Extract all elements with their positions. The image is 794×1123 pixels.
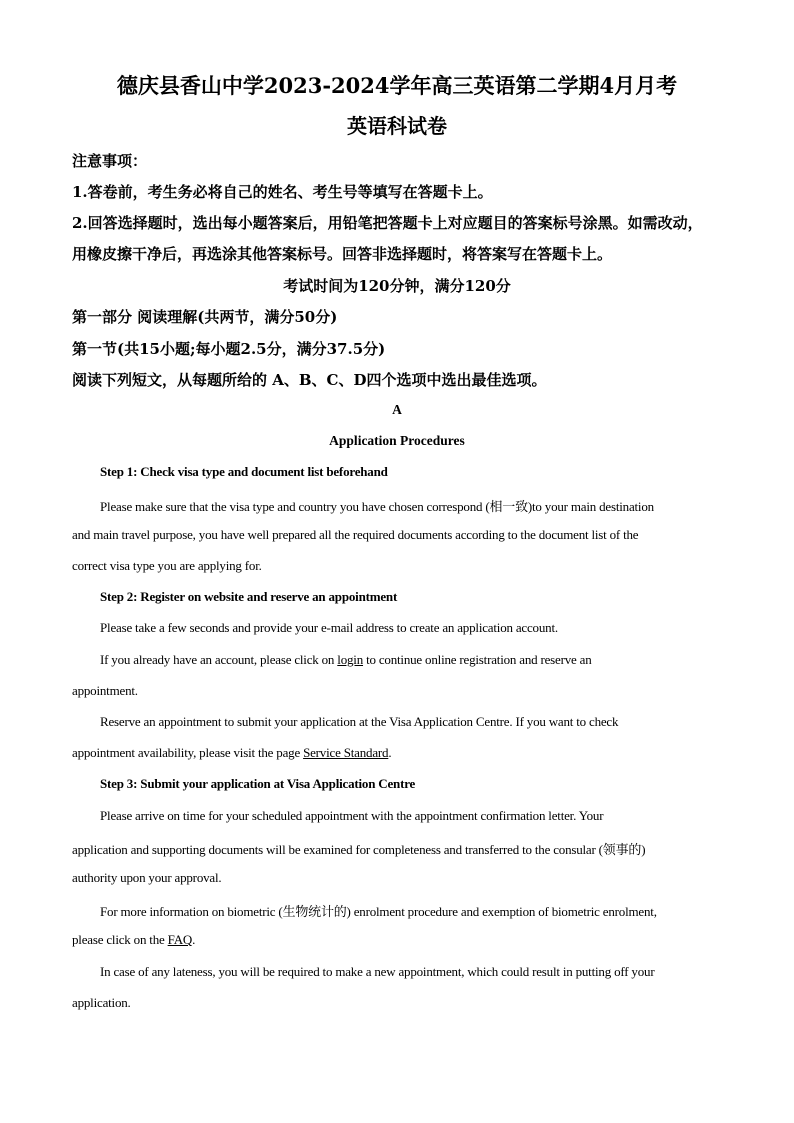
step-3-para-3-line-2: application. — [72, 995, 131, 1010]
step-1-line-2: and main travel purpose, you have well prepared all the required documents according to the document list of the — [72, 527, 639, 542]
reading-instruction: 阅读下列短文，从每题所给的 A、B、C、D四个选项中选出最佳选项。 — [72, 371, 547, 389]
service-standard-link[interactable]: Service Standard — [303, 745, 389, 760]
step-2-para-3-period: . — [388, 745, 392, 760]
step-1-line-3: correct visa type you are applying for. — [72, 558, 262, 573]
step-2-heading: Step 2: Register on website and reserve an appointment — [100, 589, 398, 604]
step-1-line-1: Please make sure that the visa type and country you have chosen correspond (相一致)to your main destination — [100, 499, 654, 514]
step-3-para-2-line-2 — [72, 932, 722, 948]
part-1-heading: 第一部分 阅读理解(共两节，满分50分) — [72, 308, 338, 326]
step-3-para-2-line-1: For more information on biometric (生物统计的) enrolment procedure and exemption of biometric enrolment, — [100, 904, 657, 919]
faq-link[interactable]: FAQ — [167, 932, 193, 947]
step-2-para-2-text-end: to continue online registration and reserve an — [363, 652, 592, 667]
login-link[interactable]: login — [337, 652, 364, 667]
step-2-para-1: Please take a few seconds and provide your e-mail address to create an application account. — [100, 620, 558, 635]
document-subtitle: 英语科试卷 — [347, 114, 447, 138]
step-3-para-1-line-3: authority upon your approval. — [72, 870, 222, 885]
section-1-heading: 第一节(共15小题;每小题2.5分，满分37.5分) — [72, 340, 386, 358]
step-3-para-3-line-1: In case of any lateness, you will be required to make a new appointment, which could result in putting off your — [100, 964, 655, 979]
passage-label: A — [392, 402, 402, 417]
step-2-para-2-line-1 — [100, 652, 750, 668]
step-2-para-3-text: appointment availability, please visit the page — [72, 745, 304, 760]
step-1-heading: Step 1: Check visa type and document list beforehand — [100, 464, 388, 479]
exam-time: 考试时间为120分钟，满分120分 — [283, 277, 511, 295]
step-3-para-2-period: . — [192, 932, 196, 947]
step-2-para-3-line-1: Reserve an appointment to submit your application at the Visa Application Centre. If you want to check — [100, 714, 619, 729]
notice-heading: 注意事项： — [72, 152, 148, 170]
passage-title: Application Procedures — [329, 433, 465, 448]
notice-item-2-line-2: 用橡皮擦干净后，再选涂其他答案标号。回答非选择题时，将答案写在答题卡上。 — [72, 245, 613, 263]
step-3-para-1-line-2: application and supporting documents will be examined for completeness and transferred to the consular (领事的) — [72, 842, 646, 857]
step-2-para-2-line-2: appointment. — [72, 683, 138, 698]
step-3-para-1-line-1: Please arrive on time for your scheduled appointment with the appointment confirmation letter. Your — [100, 808, 604, 823]
notice-item-2-line-1: 2.回答选择题时，选出每小题答案后，用铅笔把答题卡上对应题目的答案标号涂黑。如需改动， — [72, 214, 703, 232]
notice-item-1: 1.答卷前，考生务必将自己的姓名、考生号等填写在答题卡上。 — [72, 183, 493, 201]
step-3-heading: Step 3: Submit your application at Visa Application Centre — [100, 776, 416, 791]
step-2-para-3-line-2 — [72, 745, 722, 761]
step-2-para-2-text: If you already have an account, please click on — [100, 652, 338, 667]
document-title: 德庆县香山中学2023-2024学年高三英语第二学期4月月考 — [116, 73, 678, 98]
step-3-para-2-text: please click on the — [72, 932, 168, 947]
